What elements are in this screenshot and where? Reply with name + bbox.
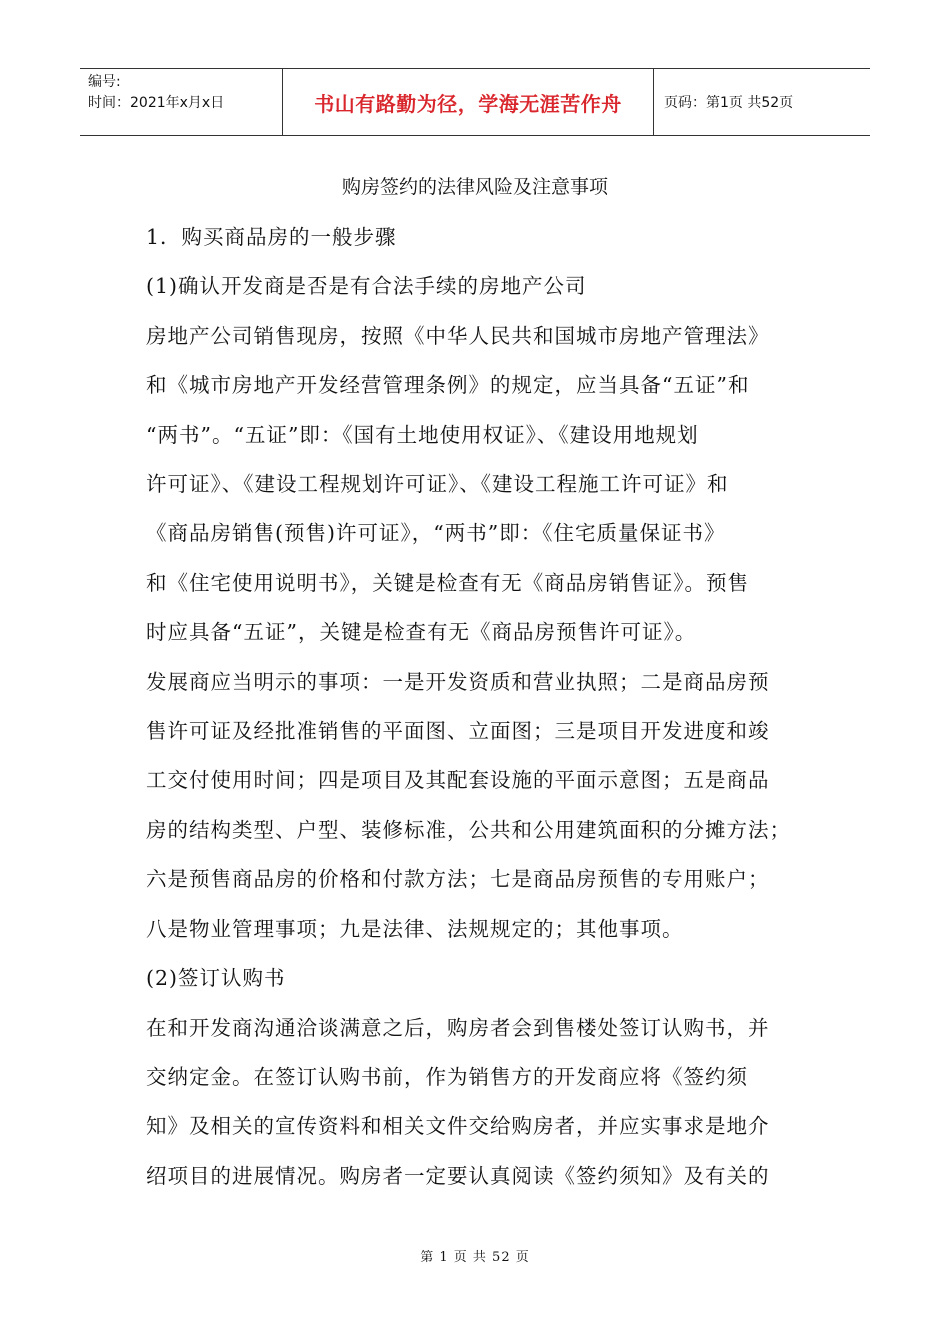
document-number-label: 编号: xyxy=(88,74,121,90)
page-footer: 第 1 页 共 52 页 xyxy=(420,1250,530,1265)
body-line: 发展商应当明示的事项：一是开发资质和营业执照；二是商品房预 xyxy=(146,669,770,694)
header-page-info: 页码：第1页 共52页 xyxy=(664,95,794,111)
body-line: 六是预售商品房的价格和付款方法；七是商品房预售的专用账户； xyxy=(146,867,770,892)
body-line: 工交付使用时间；四是项目及其配套设施的平面示意图；五是商品 xyxy=(146,768,770,793)
body-line: 交纳定金。在签订认购书前，作为销售方的开发商应将《签约须 xyxy=(146,1064,748,1089)
header-left-cell xyxy=(80,69,282,135)
header-motto: 书山有路勤为径，学海无涯苦作舟 xyxy=(282,69,654,135)
body-line: 八是物业管理事项；九是法律、法规规定的；其他事项。 xyxy=(146,916,684,941)
body-line: 绍项目的进展情况。购房者一定要认真阅读《签约须知》及有关的 xyxy=(146,1163,770,1188)
document-body xyxy=(146,213,826,1201)
page-header xyxy=(80,68,870,136)
body-line: 和《城市房地产开发经营管理条例》的规定，应当具备“五证”和 xyxy=(146,373,750,398)
body-line: 房的结构类型、户型、装修标准，公共和公用建筑面积的分摊方法； xyxy=(146,817,791,842)
document-title: 购房签约的法律风险及注意事项 xyxy=(341,176,608,198)
body-line: 售许可证及经批准销售的平面图、立面图；三是项目开发进度和竣 xyxy=(146,719,770,744)
body-line: 1．购买商品房的一般步骤 xyxy=(146,225,397,249)
body-line: 房地产公司销售现房，按照《中华人民共和国城市房地产管理法》 xyxy=(146,323,770,348)
body-line: (1)确认开发商是否是有合法手续的房地产公司 xyxy=(146,274,587,299)
body-line: 《商品房销售(预售)许可证》，“两书”即：《住宅质量保证书》 xyxy=(146,521,726,546)
body-line: 许可证》、《建设工程规划许可证》、《建设工程施工许可证》和 xyxy=(146,472,729,497)
body-line: 在和开发商沟通洽谈满意之后，购房者会到售楼处签订认购书，并 xyxy=(146,1015,770,1040)
body-line: “两书”。“五证”即：《国有土地使用权证》、《建设用地规划 xyxy=(146,422,699,447)
body-line: 时应具备“五证”，关键是检查有无《商品房预售许可证》。 xyxy=(146,620,697,645)
body-line: 知》及相关的宣传资料和相关文件交给购房者，并应实事求是地介 xyxy=(146,1114,770,1139)
body-line: 和《住宅使用说明书》，关键是检查有无《商品房销售证》。预售 xyxy=(146,570,749,595)
body-line: (2)签订认购书 xyxy=(146,966,286,991)
document-date: 时间：2021年x月x日 xyxy=(88,95,225,111)
